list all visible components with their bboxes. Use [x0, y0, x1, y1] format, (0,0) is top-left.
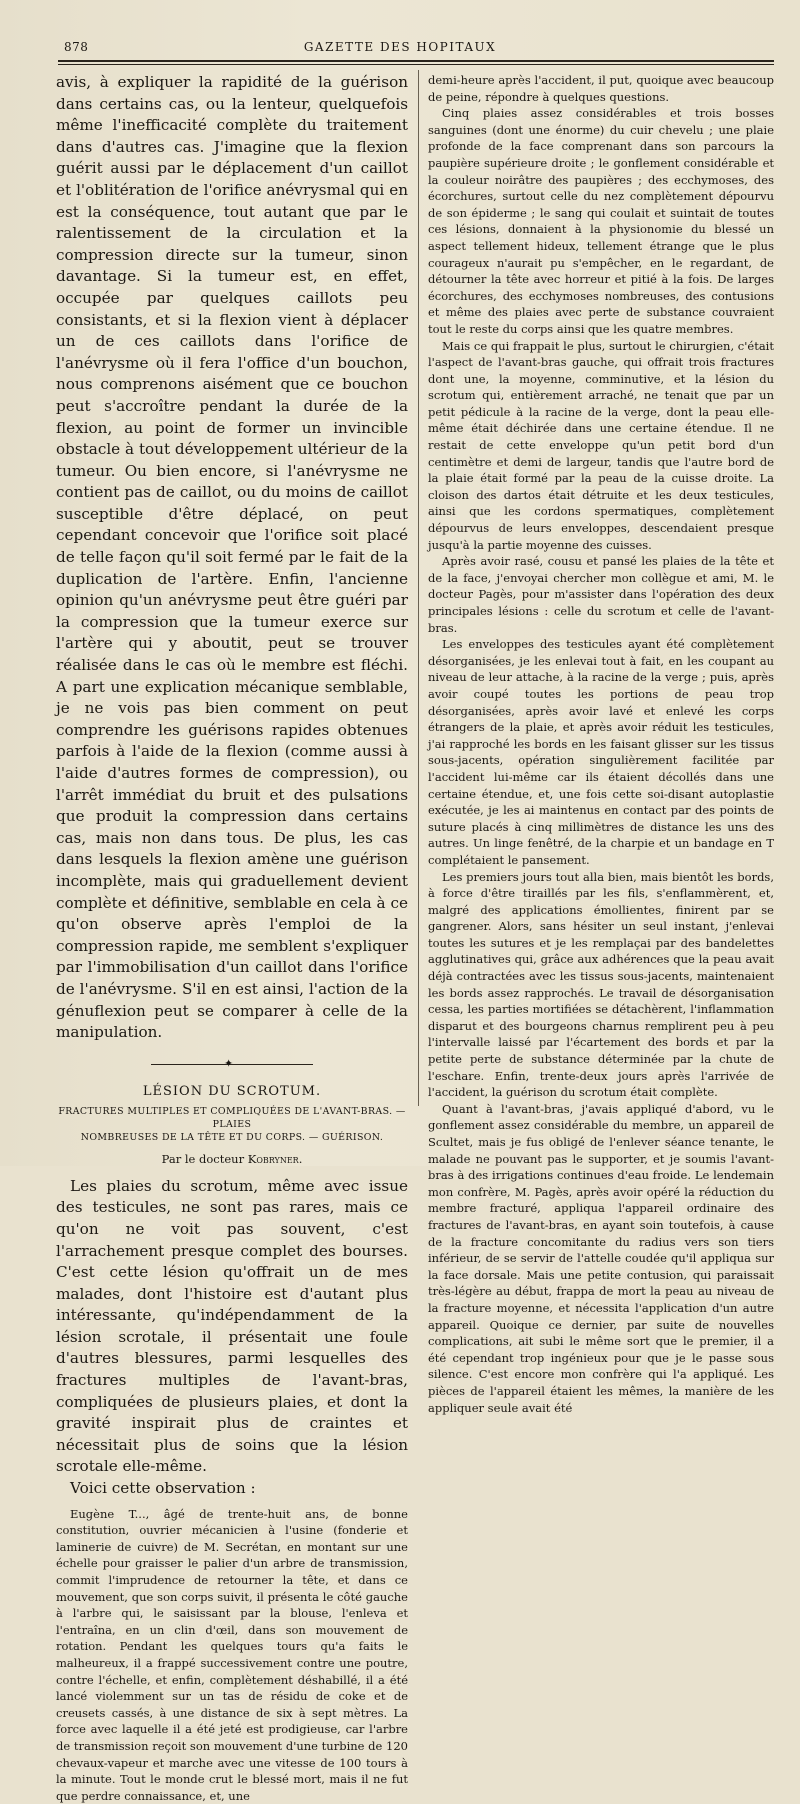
header-rule — [58, 60, 774, 65]
author-prefix: Par le docteur — [161, 1151, 248, 1166]
section-subtitle-line: NOMBREUSES DE LA TÊTE ET DU CORPS. — GUÉRISON. — [80, 1131, 384, 1143]
journal-title: GAZETTE DES HOPITAUX — [303, 40, 497, 54]
column-divider — [418, 70, 419, 1106]
section-subtitle — [56, 1105, 408, 1144]
paragraph: Eugène T..., âgé de trente-huit ans, de bonne constitution, ouvrier mécanicien à l'usine (fonderie et laminerie de cuivre) de M. Secrétan, en montant sur une échelle pour graisser le palier d'un arbre de transmission, commit l'imprudence de retourner la tête, et dans ce mouvement, que son corps suivit, il présenta le côté gauche à l'arbre qui, le saisissant par la blouse, l'enleva et l'entraîna, en un clin d'œil, dans son mouvement de rotation. Pendant les quelques tours qu'a faits le malheureux, il a frappé successivement contre une poutre, contre l'échelle, et enfin, complètement déshabillé, il a été lancé violemment sur un tas de résidu de coke et de creusets cassés, à une distance de six à sept mètres. La force avec laquelle il a été jeté est prodigieuse, car l'arbre de transmission reçoit son mouvement d'une turbine de 120 chevaux-vapeur et marche avec une vitesse de 100 tours à la minute. Tout le monde crut le blessé mort, mais il ne fut que perdre connaissance, et, une — [56, 1506, 408, 1803]
paragraph: Voici cette observation : — [70, 1479, 256, 1498]
left-column — [56, 72, 408, 1804]
author-byline — [56, 1152, 408, 1166]
section-separator — [56, 1056, 408, 1072]
paragraph: Après avoir rasé, cousu et pansé les plaies de la tête et de la face, j'envoyai chercher mon collègue et ami, M. le docteur Pagès, pour m'assister dans l'opération des deux principales lésions : celle du scrotum et celle de l'avant-bras. — [428, 554, 774, 635]
section-subtitle-line: FRACTURES MULTIPLES ET COMPLIQUÉES DE L'AVANT-BRAS. — PLAIES — [58, 1105, 406, 1130]
paragraph: demi-heure après l'accident, il put, quoique avec beaucoup de peine, répondre à quelques questions. — [428, 73, 774, 104]
author-suffix: . — [298, 1151, 303, 1166]
paragraph: Les plaies du scrotum, même avec issue des testicules, ne sont pas rares, mais ce qu'on ne voit pas souvent, c'est l'arrachement presque complet des bourses. C'est cette lésion qu'offrait un de mes malades, dont l'histoire est d'autant plus intéressante, qu'indépendamment de la lésion scrotale, il présentait une foule d'autres blessures, parmi lesquelles des fractures multiples de l'avant-bras, compliquées de plusieurs plaies, et dont la gravité inspirait plus de craintes et nécessitait plus de soins que la lésion scrotale elle-même. — [56, 1176, 408, 1476]
paragraph: avis, à expliquer la rapidité de la guérison dans certains cas, ou la lenteur, quelquefois même l'inefficacité complète du traitement dans d'autres cas. J'imagine que la flexion guérit aussi par le déplacement d'un caillot et l'oblitération de l'orifice anévrysmal qui en est la conséquence, tout autant que par le ralentissement de la circulation et la compression directe sur la tumeur, sinon davantage. Si la tumeur est, en effet, occupée par quelques caillots peu consistants, et si la flexion vient à déplacer un de ces caillots dans l'orifice de l'anévrysme où il fera l'office d'un bouchon, nous comprenons aisément que ce bouchon peut s'accroître pendant la durée de la flexion, au point de former un invincible obstacle à tout développement ultérieur de la tumeur. Ou bien encore, si l'anévrysme ne contient pas de caillot, ou du moins de caillot susceptible d'être déplacé, on peut cependant concevoir que l'orifice soit placé de telle façon qu'il soit fermé par le fait de la duplication de l'artère. Enfin, l'ancienne opinion qu'un anévrysme peut être guéri par la compression que la tumeur exerce sur l'artère qui y aboutit, peut se trouver réalisée dans le cas où le membre est fléchi. A part une explication mécanique semblable, je ne vois pas bien comment on peut comprendre les guérisons rapides obtenues parfois à l'aide de la flexion (comme aussi à l'aide d'autres formes de compression), ou l'arrêt immédiat du bruit et des pulsations que produit la compression dans certains cas, mais non dans tous. De plus, les cas dans lesquels la flexion amène une guérison incomplète, mais qui graduellement devient complète et définitive, semblable en cela à ce qu'on observe après l'emploi de la compression rapide, me semblent s'expliquer par l'immobilisation d'un caillot dans l'orifice de l'anévrysme. S'il en est ainsi, l'action de la génuflexion peut se comparer à celle de la manipulation. — [56, 73, 408, 1042]
paragraph: Quant à l'avant-bras, j'avais appliqué d'abord, vu le gonflement assez considérable du membre, un appareil de Scultet, mais je fus obligé de l'enlever séance tenante, le malade ne pouvant pas le supporter, et je soumis l'avant-bras à des irrigations continues d'eau froide. Le lendemain mon confrère, M. Pagès, après avoir opéré la réduction du membre fracturé, appliqua l'appareil ordinaire des fractures de l'avant-bras, en ayant soin toutefois, à cause de la fracture concomitante du radius vers son tiers inférieur, de se servir de l'attelle coudée qu'il appliqua sur la face dorsale. Mais une petite contusion, qui paraissait très-légère au début, frappa de mort la peau au niveau de la fracture moyenne, et nécessita l'application d'un autre appareil. Quoique ce dernier, par suite de nouvelles complications, ait subi le même sort que le premier, il a été cependant trop ingénieux pour que je le passe sous silence. C'est encore mon confrère qui l'a appliqué. Les pièces de l'appareil étaient les mêmes, la manière de les appliquer seule avait été — [428, 1101, 774, 1415]
page-number: 878 — [64, 40, 89, 54]
author-name: Kobryner — [247, 1151, 299, 1166]
paragraph: Les enveloppes des testicules ayant été complètement désorganisées, je les enlevai tout à fait, en les coupant au niveau de leur attache, à la racine de la verge ; puis, après avoir coupé toutes les portions de peau trop désorganisées, après avoir lavé et enlevé les corps étrangers de la plaie, et après avoir réduit les testicules, j'ai rapproché les bords en les faisant glisser sur les tissus sous-jacents, opération singulièrement facilitée par l'accident lui-même car ils étaient décollés dans une certaine étendue, et, une fois cette soi-disant autoplastie exécutée, je les ai maintenus en contact par des points de suture placés à cinq millimètres de distance les uns des autres. Un linge fenêtré, de la charpie et un bandage en T complétaient le pansement. — [428, 637, 774, 867]
paragraph: Cinq plaies assez considérables et trois bosses sanguines (dont une énorme) du cuir chevelu ; une plaie profonde de la face comprenant dans son parcours la paupière supérieure droite ; le gonflement considérable et la couleur noirâtre des paupières ; des ecchymoses, des écorchures, surtout celle du nez complètement dépourvu de son épiderme ; le sang qui coulait et suintait de toutes ces lésions, donnaient à la physionomie du blessé un aspect tellement hideux, tellement étrange que le plus courageux n'aurait pu s'empêcher, en le regardant, de détourner la tête avec horreur et pitié à la fois. De larges écorchures, des ecchymoses nombreuses, des contusions et même des plaies avec perte de substance couvraient tout le reste du corps ainsi que les quatre membres. — [428, 106, 774, 336]
right-column — [428, 72, 774, 1416]
section-title: LÉSION DU SCROTUM. — [142, 1083, 322, 1099]
paragraph: Les premiers jours tout alla bien, mais bientôt les bords, à force d'être tiraillés par les fils, s'enflammèrent, et, malgré des applications émollientes, finirent par se gangrener. Alors, sans hésiter un seul instant, j'enlevai toutes les sutures et je les remplaçai par des bandelettes agglutinatives qui, grâce aux adhérences que la peau avait déjà contractées avec les tissus sous-jacents, maintenaient les bords assez rapprochés. Le travail de désorganisation cessa, les parties mortifiées se détachèrent, l'inflammation disparut et des bourgeons charnus remplirent peu à peu l'intervalle laissé par l'écartement des bords et par la petite perte de substance déterminée par la chute de l'eschare. Enfin, trente-deux jours après l'arrivée de l'accident, la guérison du scrotum était complète. — [428, 869, 774, 1100]
ornament-icon: ✦ — [224, 1056, 234, 1070]
paragraph: Mais ce qui frappait le plus, surtout le chirurgien, c'était l'aspect de l'avant-bras gauche, qui offrait trois fractures dont une, la moyenne, comminutive, et la lésion du scrotum qui, entièrement arraché, ne tenait que par un petit pédicule à la racine de la verge, dont la peau elle-même était déchirée dans une certaine étendue. Il ne restait de cette enveloppe qu'un petit bord d'un centimètre et demi de largeur, tandis que l'autre bord de la plaie était formé par la peau de la cuisse droite. La cloison des dartos était détruite et les deux testicules, ainsi que les cordons spermatiques, complètement dépourvus de leurs enveloppes, descendaient presque jusqu'à la partie moyenne des cuisses. — [428, 338, 774, 552]
